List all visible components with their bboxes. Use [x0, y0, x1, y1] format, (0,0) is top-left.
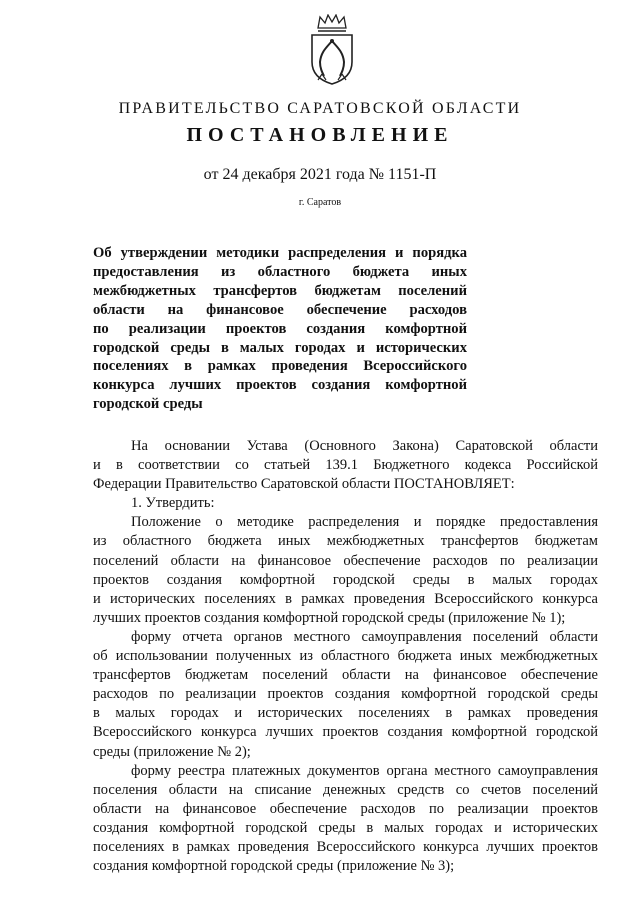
subject-line: предоставления из областного бюджета иных: [93, 263, 467, 280]
body-line: из областного бюджета иных межбюджетных трансфертов бюджетам: [93, 533, 598, 550]
saratov-coat-of-arms-icon: [306, 14, 358, 86]
subject-line: Об утверждении методики распределения и порядка: [93, 245, 467, 261]
body-line: лучших проектов создания комфортной городской среды (приложение № 1);: [93, 609, 566, 626]
document-body: [93, 437, 598, 876]
body-line: создания комфортной городской среды в малых городах и исторических: [93, 819, 598, 836]
date-number: от 24 декабря 2021 года № 1151-П: [203, 166, 437, 183]
body-line: трансфертов бюджетам поселений области на финансовое обеспечение: [93, 667, 598, 684]
body-line: поселения области на списание денежных средств со счетов поселений: [93, 781, 598, 798]
subject-line: городской среды в малых городах и исторических: [93, 339, 467, 356]
body-line: в малых городах и исторических поселениях в рамках проведения: [93, 705, 598, 722]
body-line: форму отчета органов местного самоуправления поселений области: [131, 628, 598, 645]
city-line: г. Саратов: [298, 197, 342, 208]
document-type-title: ПОСТАНОВЛЕНИЕ: [186, 124, 454, 146]
subject-line: по реализации проектов создания комфортной: [93, 320, 467, 337]
body-line: форму реестра платежных документов органа местного самоуправления: [131, 762, 598, 779]
body-line: расходов по реализации проектов создания комфортной городской среды: [93, 686, 598, 703]
body-line: Положение о методике распределения и порядке предоставления: [131, 514, 598, 531]
body-line: и в соответствии со статьей 139.1 Бюджетного кодекса Российской: [93, 457, 598, 474]
body-line: среды (приложение № 2);: [93, 743, 251, 760]
body-line: области на финансовое обеспечение расходов по реализации проектов: [93, 800, 598, 817]
subject-line: межбюджетных трансфертов бюджетам поселений: [93, 282, 467, 299]
body-line: поселениях в рамках проведения Всероссийского конкурса лучших проектов: [93, 838, 598, 855]
subject-line: поселениях в рамках проведения Всероссийского: [93, 358, 467, 375]
body-line: 1. Утвердить:: [131, 495, 215, 512]
body-line: поселений области на финансовое обеспечение расходов по реализации: [93, 552, 598, 569]
subject-line: конкурса лучших проектов создания комфортной: [93, 377, 467, 394]
document-subject: [93, 244, 467, 414]
body-line: На основании Устава (Основного Закона) Саратовской области: [131, 438, 598, 454]
subject-line: области на финансовое обеспечение расходов: [93, 301, 467, 318]
body-line: создания комфортной городской среды (приложение № 3);: [93, 858, 455, 875]
government-title: ПРАВИТЕЛЬСТВО САРАТОВСКОЙ ОБЛАСТИ: [118, 100, 522, 117]
subject-line: городской среды: [93, 396, 203, 413]
body-line: проектов создания комфортной городской среды в малых городах: [93, 571, 598, 588]
body-line: и исторических поселениях в рамках проведения Всероссийского конкурса: [93, 590, 598, 607]
body-line: об использовании полученных из областного бюджета иных межбюджетных: [93, 648, 598, 665]
body-line: Всероссийского конкурса лучших проектов создания комфортной городской: [93, 724, 598, 741]
body-line: Федерации Правительство Саратовской области ПОСТАНОВЛЯЕТ:: [93, 476, 515, 493]
